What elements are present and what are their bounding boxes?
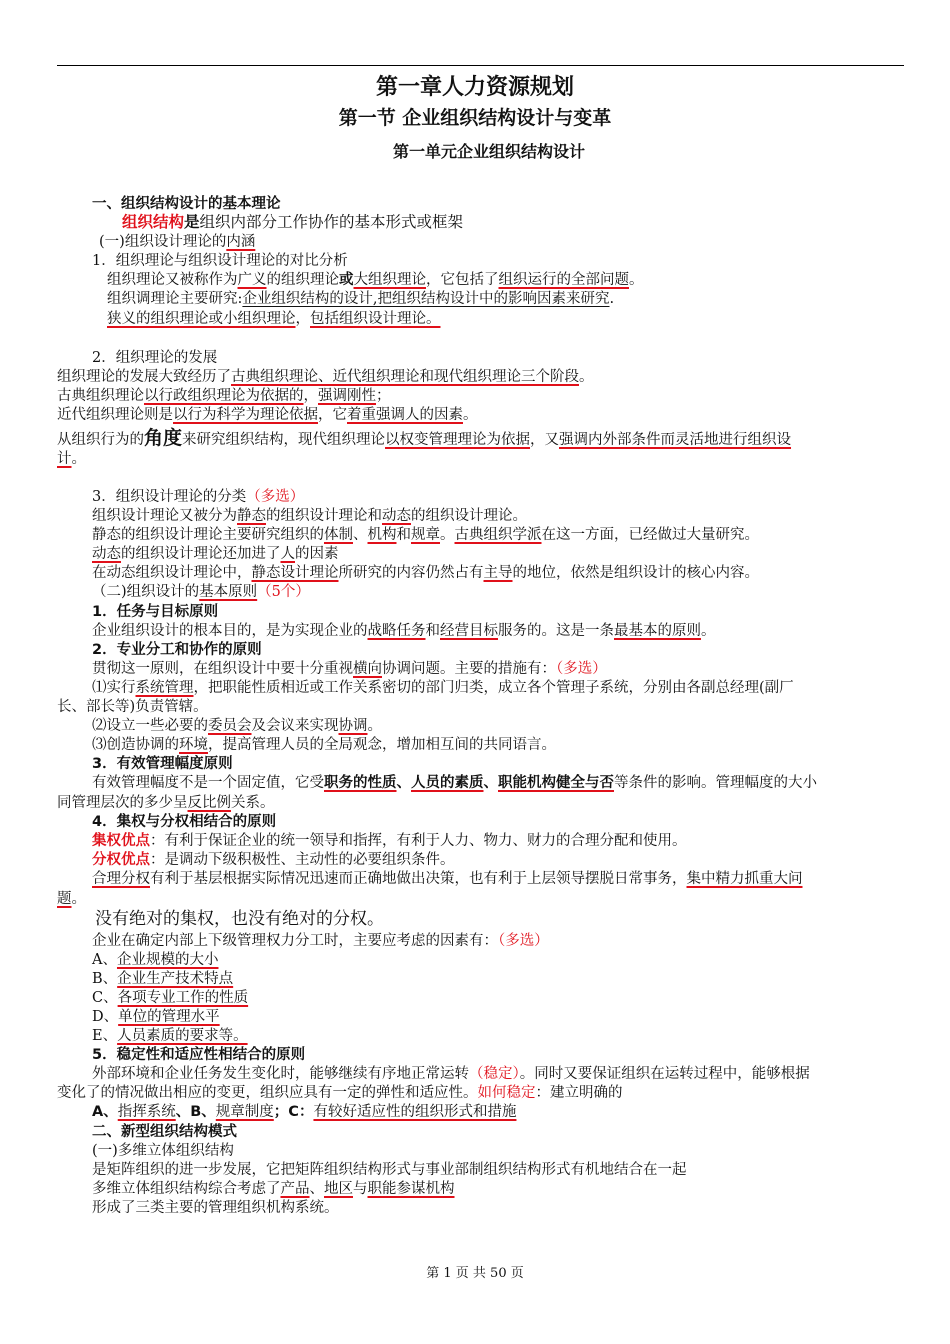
text-line: 2．组织理论的发展 — [92, 350, 218, 366]
section-title: 第一节 企业组织结构设计与变革 — [338, 107, 612, 129]
text-line: (一)多维立体组织结构 — [92, 1143, 234, 1159]
heading-principle-5: 5．稳定性和适应性相结合的原则 — [92, 1047, 306, 1063]
heading-basic-theory: 一、组织结构设计的基本理论 — [92, 196, 281, 212]
text-line: ⑶创造协调的环境，提高管理人员的全局观念，增加相互间的共同语言。 — [92, 737, 556, 753]
text-line: 同管理层次的多少呈反比例关系。 — [57, 795, 275, 811]
text-line: 有效管理幅度不是一个固定值，它受职务的性质、人员的素质、职能机构健全与否等条件的影响。管理幅度的大小 — [92, 775, 817, 791]
text-line: 企业组织设计的根本目的，是为实现企业的战略任务和经营目标服务的。这是一条最基本的原则。 — [92, 623, 716, 639]
text-line: 计。 — [57, 451, 86, 467]
text-line: 动态的组织设计理论还加进了人的因素 — [92, 546, 339, 562]
text-line: 古典组织理论以行政组织理论为依据的，强调刚性； — [57, 388, 391, 404]
text-line: （二)组织设计的基本原则（5个） — [92, 584, 310, 600]
text-line: A、指挥系统、B、规章制度；C：有较好适应性的组织形式和措施 — [92, 1104, 517, 1120]
list-item: C、各项专业工作的性质 — [92, 990, 249, 1006]
text-line: 企业在确定内部上下级管理权力分工时，主要应考虑的因素有：（多选） — [92, 933, 549, 949]
text-line: 近代组织理论则是以行为科学为理论依据，它着重强调人的因素。 — [57, 407, 478, 423]
heading-principle-4: 4．集权与分权相结合的原则 — [92, 814, 277, 830]
text-line: 组织调理论主要研究:企业组织结构的设计,把组织结构设计中的影响因素来研究. — [107, 291, 615, 307]
text-line: 组织理论的发展大致经历了古典组织理论、近代组织理论和现代组织理论三个阶段。 — [57, 369, 594, 385]
text-line: 在动态组织设计理论中，静态设计理论所研究的内容仍然占有主导的地位，依然是组织设计的核心内容。 — [92, 565, 759, 581]
text-line: 狭义的组织理论或小组织理论，包括组织设计理论。 — [107, 311, 441, 327]
text-line: 外部环境和企业任务发生变化时，能够继续有序地正常运转（稳定）。同时又要保证组织在运转过程中，能够根据 — [92, 1066, 810, 1082]
text-line: 题。 — [57, 891, 86, 907]
heading-principle-1: 1．任务与目标原则 — [92, 604, 219, 620]
text-line: 合理分权有利于基层根据实际情况迅速而正确地做出决策，也有利于上层领导摆脱日常事务，集中精力抓重大问 — [92, 871, 803, 887]
text-line: 分权优点：是调动下级积极性、主动性的必要组织条件。 — [92, 852, 455, 868]
text-line: 从组织行为的角度来研究组织结构，现代组织理论以权变管理理论为依据，又强调内外部条件而灵活地进行组织设 — [57, 427, 792, 449]
text-line: 静态的组织设计理论主要研究组织的体制、机构和规章。古典组织学派在这一方面，已经做过大量研究。 — [92, 527, 759, 543]
text-line: 组织设计理论又被分为静态的组织设计理论和动态的组织设计理论。 — [92, 508, 527, 524]
list-item: E、人员素质的要求等。 — [92, 1028, 248, 1044]
unit-title: 第一单元企业组织结构设计 — [392, 142, 585, 161]
text-line: 集权优点：有利于保证企业的统一领导和指挥，有利于人力、物力、财力的合理分配和使用。 — [92, 833, 687, 849]
heading-new-structure: 二、新型组织结构模式 — [92, 1124, 237, 1140]
text-line: 长、部长等)负责管辖。 — [57, 699, 208, 715]
text-line: 形成了三类主要的管理组织机构系统。 — [92, 1200, 339, 1216]
list-item: B、企业生产技术特点 — [92, 971, 234, 987]
list-item: D、单位的管理水平 — [92, 1009, 220, 1025]
top-rule — [57, 65, 904, 66]
text-line: 没有绝对的集权，也没有绝对的分权。 — [95, 909, 384, 929]
text-line: 组织理论又被称作为广义的组织理论或大组织理论，它包括了组织运行的全部问题。 — [107, 272, 644, 288]
text-line: 多维立体组织结构综合考虑了产品、地区与职能参谋机构 — [92, 1181, 455, 1197]
text-line: 3．组织设计理论的分类（多选） — [92, 489, 305, 505]
text-line: 是矩阵组织的进一步发展，它把矩阵组织结构形式与事业部制组织结构形式有机地结合在一起 — [92, 1162, 687, 1178]
list-item: A、企业规模的大小 — [92, 952, 219, 968]
text-line: 变化了的情况做出相应的变更，组织应具有一定的弹性和适应性。如何稳定：建立明确的 — [57, 1085, 623, 1101]
text-line: 贯彻这一原则，在组织设计中要十分重视横向协调问题。主要的措施有：（多选） — [92, 661, 607, 677]
heading-principle-2: 2．专业分工和协作的原则 — [92, 642, 262, 658]
page-footer: 第 1 页 共 50 页 — [426, 1266, 524, 1281]
text-line: ⑵设立一些必要的委员会及会议来实现协调。 — [92, 718, 382, 734]
heading-principle-3: 3．有效管理幅度原则 — [92, 756, 233, 772]
chapter-title: 第一章人力资源规划 — [375, 75, 574, 100]
text-line: (一)组织设计理论的内涵 — [99, 234, 256, 250]
text-line: 1．组织理论与组织设计理论的对比分析 — [92, 253, 348, 269]
text-line: ⑴实行系统管理，把职能性质相近或工作关系密切的部门归类，成立各个管理子系统，分别由各副总经理(副厂 — [92, 680, 794, 696]
text-line: 组织结构是组织内部分工作协作的基本形式或框架 — [122, 213, 464, 231]
